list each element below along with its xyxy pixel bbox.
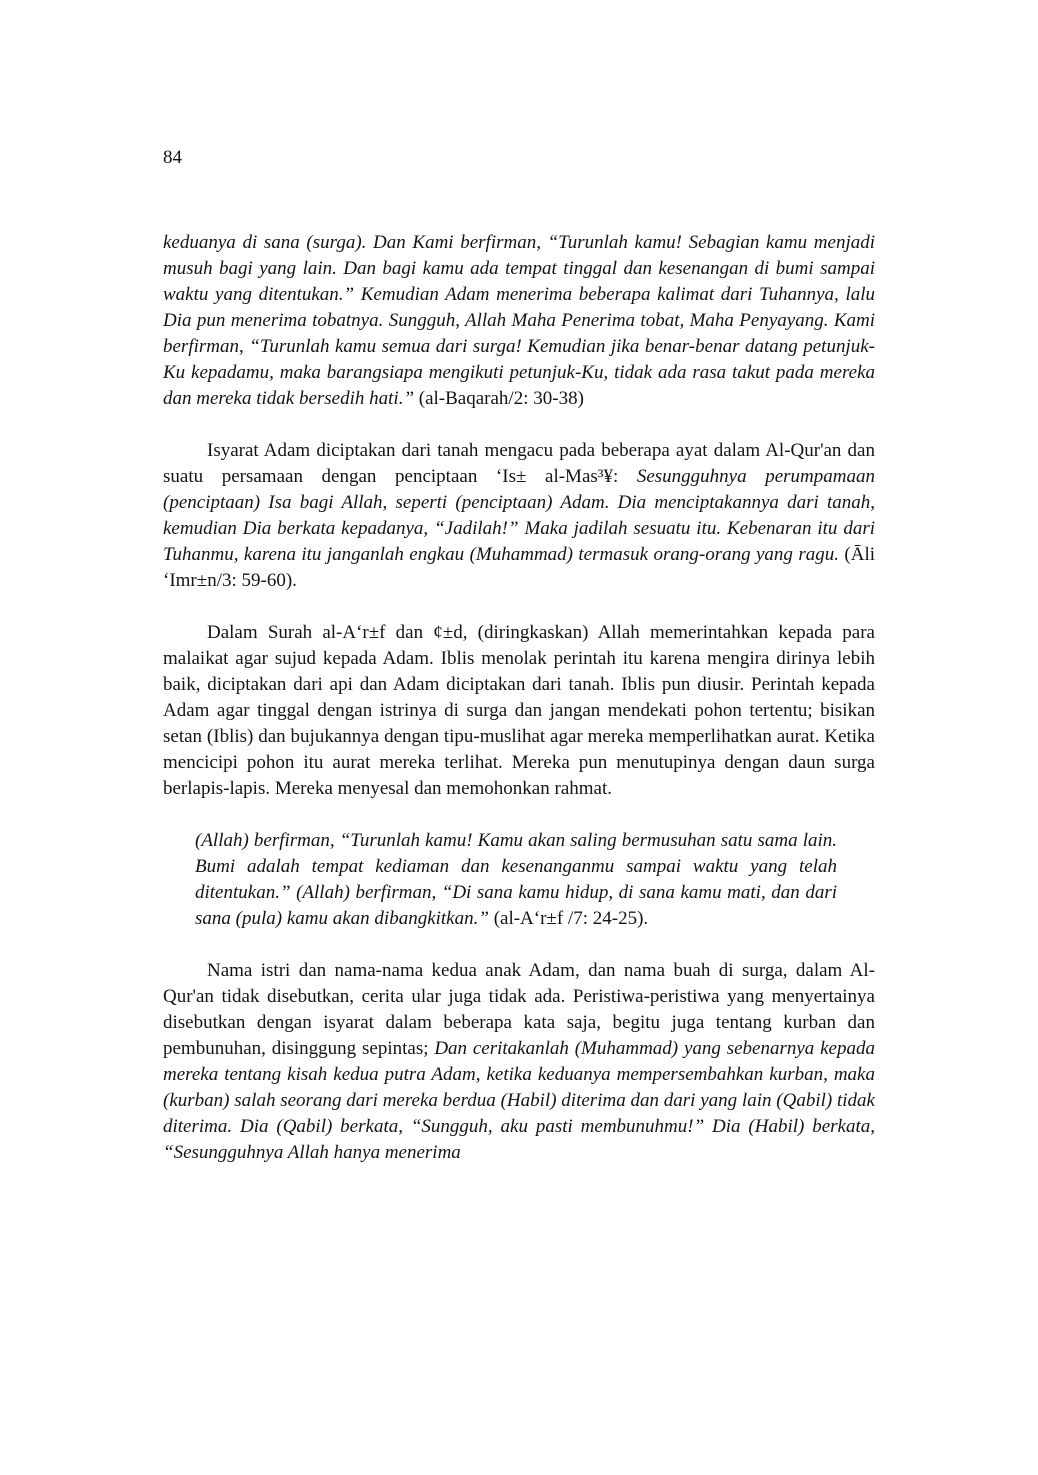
- text-run: (al-Baqarah/2: 30-38): [418, 388, 584, 409]
- paragraph: [163, 620, 875, 802]
- paragraph: [163, 958, 875, 1166]
- page-number: 84: [163, 147, 182, 168]
- paragraph: [195, 828, 837, 932]
- text-run: (Āli ‘Imr±n/3: 59-60).: [163, 544, 875, 591]
- text-run: Nama istri dan nama-nama kedua anak Adam, dan nama buah di surga, dalam Al-Qur'an tidak disebutkan, cerita ular juga tidak ada. Peristiwa-peristiwa yang menyertainya disebutkan dengan isyarat dalam beberapa kata saja, begitu juga tentang kurban dan pembunuhan, disinggung sepintas;: [163, 960, 875, 1059]
- paragraph: [163, 230, 875, 412]
- text-run: Dalam Surah al-A‘r±f dan ¢±d, (diringkaskan) Allah memerintahkan kepada para malaikat agar sujud kepada Adam. Iblis menolak perintah itu karena mengira dirinya lebih baik, diciptakan dari api dan Adam diciptakan dari tanah. Iblis pun diusir. Perintah kepada Adam agar tinggal dengan istrinya di surga dan jangan mendekati pohon tertentu; bisikan setan (Iblis) dan bujukannya dengan tipu-muslihat agar mereka memperlihatkan aurat. Ketika mencicipi pohon itu aurat mereka terlihat. Mereka pun menutupinya dengan daun surga berlapis-lapis. Mereka menyesal dan memohonkan rahmat.: [163, 622, 875, 799]
- text-run: (al-A‘r±f /7: 24-25).: [493, 908, 649, 929]
- text-run: keduanya di sana (surga). Dan Kami berfirman, “Turunlah kamu! Sebagian kamu menjadi musuh bagi yang lain. Dan bagi kamu ada tempat tinggal dan kesenangan di bumi sampai waktu yang ditentukan.” Kemudian Adam menerima beberapa kalimat dari Tuhannya, lalu Dia pun menerima tobatnya. Sungguh, Allah Maha Penerima tobat, Maha Penyayang. Kami berfirman, “Turunlah kamu semua dari surga! Kemudian jika benar-benar datang petunjuk-Ku kepadamu, maka barangsiapa mengikuti petunjuk-Ku, tidak ada rasa takut pada mereka dan mereka tidak bersedih hati.”: [163, 232, 875, 409]
- text-run: Isyarat Adam diciptakan dari tanah mengacu pada beberapa ayat dalam Al-Qur'an dan suatu persamaan dengan penciptaan ‘Is± al-Mas³¥:: [163, 440, 875, 487]
- text-run: Sesungguhnya perumpamaan (penciptaan) Isa bagi Allah, seperti (penciptaan) Adam. Dia menciptakannya dari tanah, kemudian Dia berkata kepadanya, “Jadilah!” Maka jadilah sesuatu itu. Kebenaran itu dari Tuhanmu, karena itu janganlah engkau (Muhammad) termasuk orang-orang yang ragu.: [163, 466, 875, 565]
- text-content: [163, 230, 875, 1192]
- text-run: Dan ceritakanlah (Muhammad) yang sebenarnya kepada mereka tentang kisah kedua putra Adam, ketika keduanya mempersembahkan kurban, maka (kurban) salah seorang dari mereka berdua (Habil) diterima dan dari yang lain (Qabil) tidak diterima. Dia (Qabil) berkata, “Sungguh, aku pasti membunuhmu!” Dia (Habil) berkata, “Sesungguhnya Allah hanya menerima: [163, 1038, 875, 1163]
- paragraph: [163, 438, 875, 594]
- text-run: (Allah) berfirman, “Turunlah kamu! Kamu akan saling bermusuhan satu sama lain. Bumi adalah tempat kediaman dan kesenanganmu sampai waktu yang telah ditentukan.” (Allah) berfirman, “Di sana kamu hidup, di sana kamu mati, dan dari sana (pula) kamu akan dibangkitkan.”: [195, 830, 837, 929]
